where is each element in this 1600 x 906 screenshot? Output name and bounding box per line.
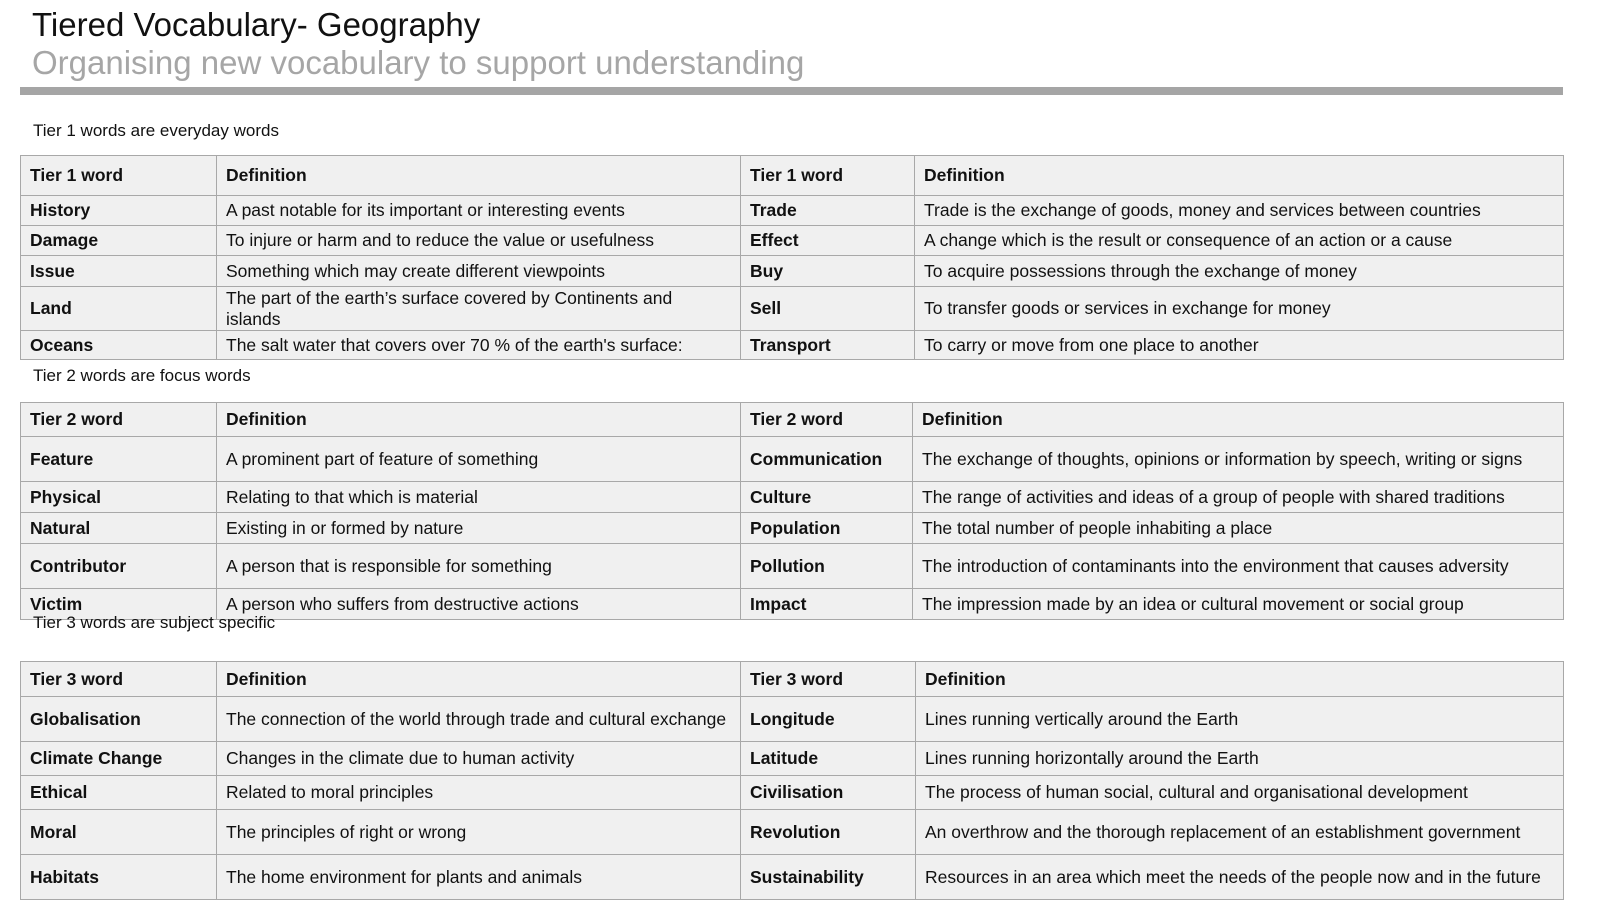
vocab-word: Communication [741, 437, 913, 482]
vocab-definition: To acquire possessions through the exchange of money [915, 256, 1564, 287]
table-row [21, 331, 1564, 360]
definition-column-header: Definition [916, 662, 1564, 697]
vocab-definition: The introduction of contaminants into the environment that causes adversity [913, 544, 1564, 589]
vocab-definition: Lines running horizontally around the Earth [916, 742, 1564, 776]
header-divider [20, 87, 1563, 95]
vocab-definition: The exchange of thoughts, opinions or information by speech, writing or signs [913, 437, 1564, 482]
word-column-header: Tier 3 word [21, 662, 217, 697]
word-column-header: Tier 2 word [741, 403, 913, 437]
definition-column-header: Definition [217, 662, 741, 697]
table-row [21, 196, 1564, 226]
page-title: Tiered Vocabulary- Geography [32, 6, 481, 43]
vocab-definition: A person who suffers from destructive actions [217, 589, 741, 620]
tier-1-table [20, 155, 1564, 360]
tier-3-caption: Tier 3 words are subject specific [33, 613, 276, 632]
page-subtitle: Organising new vocabulary to support understanding [32, 44, 805, 81]
vocab-word: Culture [741, 482, 913, 513]
vocab-definition: Lines running vertically around the Earth [916, 697, 1564, 742]
table-header-row [21, 662, 1564, 697]
vocab-word: Feature [21, 437, 217, 482]
definition-column-header: Definition [913, 403, 1564, 437]
word-column-header: Tier 1 word [741, 156, 915, 196]
table-row [21, 742, 1564, 776]
vocab-word: Sustainability [741, 855, 916, 900]
vocab-word: History [21, 196, 217, 226]
vocab-definition: Changes in the climate due to human activity [217, 742, 741, 776]
vocab-word: Damage [21, 226, 217, 256]
vocab-definition: The range of activities and ideas of a group of people with shared traditions [913, 482, 1564, 513]
vocab-definition: Trade is the exchange of goods, money and services between countries [915, 196, 1564, 226]
vocab-definition: A prominent part of feature of something [217, 437, 741, 482]
vocab-definition: Relating to that which is material [217, 482, 741, 513]
vocab-word: Sell [741, 287, 915, 331]
table-row [21, 226, 1564, 256]
vocab-word: Natural [21, 513, 217, 544]
definition-column-header: Definition [217, 156, 741, 196]
table-header-row [21, 403, 1564, 437]
vocab-word: Issue [21, 256, 217, 287]
vocab-word: Pollution [741, 544, 913, 589]
vocab-definition: The connection of the world through trade and cultural exchange [217, 697, 741, 742]
definition-column-header: Definition [217, 403, 741, 437]
vocab-word: Civilisation [741, 776, 916, 810]
tier-1-caption: Tier 1 words are everyday words [33, 121, 279, 140]
definition-column-header: Definition [915, 156, 1564, 196]
vocab-definition: Related to moral principles [217, 776, 741, 810]
table-row [21, 544, 1564, 589]
vocab-word: Buy [741, 256, 915, 287]
tier-2-table [20, 402, 1564, 620]
vocab-definition: A change which is the result or consequence of an action or a cause [915, 226, 1564, 256]
vocab-definition: To transfer goods or services in exchange for money [915, 287, 1564, 331]
word-column-header: Tier 2 word [21, 403, 217, 437]
table-row [21, 697, 1564, 742]
vocab-definition: The principles of right or wrong [217, 810, 741, 855]
vocab-definition: The part of the earth’s surface covered by Continents and islands [217, 287, 741, 331]
vocab-word: Longitude [741, 697, 916, 742]
vocab-word: Ethical [21, 776, 217, 810]
vocab-definition: The total number of people inhabiting a place [913, 513, 1564, 544]
vocab-word: Climate Change [21, 742, 217, 776]
vocab-definition: To injure or harm and to reduce the value or usefulness [217, 226, 741, 256]
vocab-word: Victim [21, 589, 217, 620]
tier-3-table [20, 661, 1564, 900]
vocab-word: Oceans [21, 331, 217, 360]
vocab-word: Contributor [21, 544, 217, 589]
vocab-word: Moral [21, 810, 217, 855]
vocab-definition: An overthrow and the thorough replacement of an establishment government [916, 810, 1564, 855]
vocab-word: Habitats [21, 855, 217, 900]
vocab-definition: The salt water that covers over 70 % of the earth's surface: [217, 331, 741, 360]
word-column-header: Tier 1 word [21, 156, 217, 196]
vocab-definition: Existing in or formed by nature [217, 513, 741, 544]
vocab-definition: The home environment for plants and animals [217, 855, 741, 900]
vocab-word: Population [741, 513, 913, 544]
table-row [21, 287, 1564, 331]
tier-2-caption: Tier 2 words are focus words [33, 366, 251, 385]
table-row [21, 855, 1564, 900]
table-row [21, 437, 1564, 482]
vocab-word: Transport [741, 331, 915, 360]
table-row [21, 776, 1564, 810]
vocab-word: Latitude [741, 742, 916, 776]
vocab-definition: Resources in an area which meet the needs of the people now and in the future [916, 855, 1564, 900]
vocab-word: Trade [741, 196, 915, 226]
table-row [21, 256, 1564, 287]
table-header-row [21, 156, 1564, 196]
vocab-definition: A past notable for its important or interesting events [217, 196, 741, 226]
vocab-word: Revolution [741, 810, 916, 855]
vocab-definition: To carry or move from one place to another [915, 331, 1564, 360]
vocab-definition: The impression made by an idea or cultural movement or social group [913, 589, 1564, 620]
vocab-word: Land [21, 287, 217, 331]
table-row [21, 810, 1564, 855]
table-row [21, 482, 1564, 513]
vocab-word: Globalisation [21, 697, 217, 742]
vocab-word: Effect [741, 226, 915, 256]
vocab-definition: A person that is responsible for something [217, 544, 741, 589]
vocab-word: Impact [741, 589, 913, 620]
word-column-header: Tier 3 word [741, 662, 916, 697]
vocab-word: Physical [21, 482, 217, 513]
vocab-definition: Something which may create different viewpoints [217, 256, 741, 287]
vocab-definition: The process of human social, cultural and organisational development [916, 776, 1564, 810]
table-row [21, 513, 1564, 544]
